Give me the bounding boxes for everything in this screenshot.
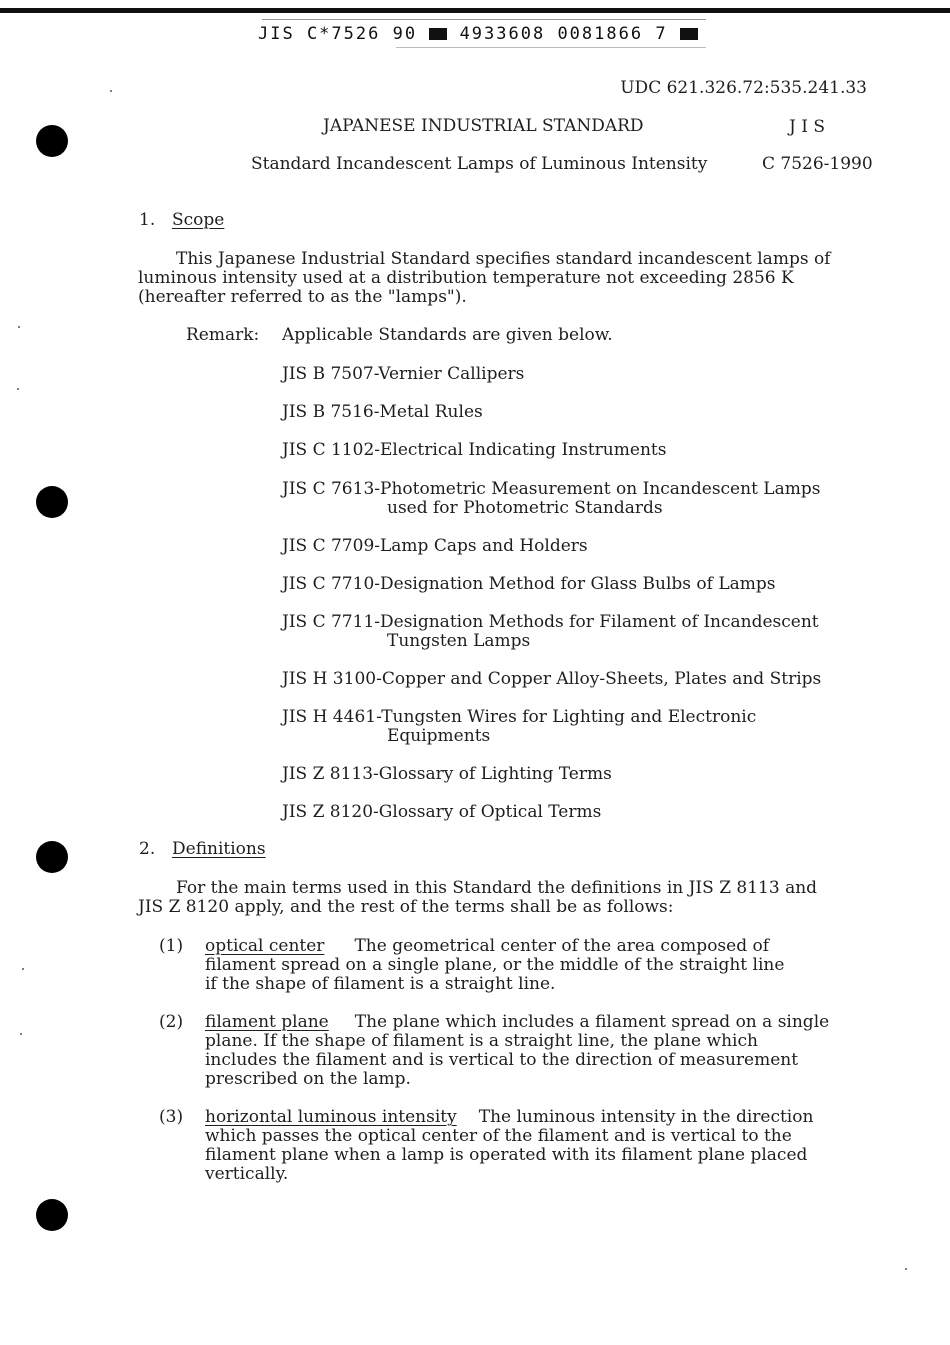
standard-item: JIS Z 8120-Glossary of Optical Terms [282, 802, 602, 822]
scan-header-code [258, 24, 698, 44]
definition-line: which passes the optical center of the filament and is vertical to the [205, 1126, 792, 1146]
definition-number: (2) [159, 1012, 184, 1032]
remark-text: Applicable Standards are given below. [282, 325, 613, 345]
scan-top-bar [0, 8, 950, 13]
standard-item: JIS H 4461-Tungsten Wires for Lighting and Electronic [282, 707, 757, 727]
definition-term: filament plane [205, 1012, 329, 1032]
standard-item: JIS Z 8113-Glossary of Lighting Terms [282, 764, 612, 784]
standard-item: JIS B 7516-Metal Rules [282, 402, 483, 422]
jis-mark: J I S [789, 117, 825, 137]
scope-para-line: This Japanese Industrial Standard specifies standard incandescent lamps of [176, 249, 831, 269]
section-heading-scope: Scope [172, 210, 225, 230]
section-number: 1. [139, 210, 156, 230]
black-block [429, 28, 447, 40]
punch-hole [36, 841, 68, 873]
scan-speck [17, 388, 19, 390]
standard-item-cont: Equipments [387, 726, 491, 746]
remark-label: Remark: [186, 325, 260, 345]
standard-item: JIS C 7613-Photometric Measurement on Incandescent Lamps [282, 479, 821, 499]
standard-item: JIS C 7709-Lamp Caps and Holders [282, 536, 588, 556]
definition-line: filament spread on a single plane, or the middle of the straight line [205, 955, 785, 975]
scan-speck [905, 1268, 907, 1270]
definition-line: plane. If the shape of filament is a straight line, the plane which [205, 1031, 758, 1051]
standard-item: JIS C 1102-Electrical Indicating Instruments [282, 440, 667, 460]
definitions-intro-line: JIS Z 8120 apply, and the rest of the terms shall be as follows: [138, 897, 674, 917]
black-block [680, 28, 698, 40]
header-code-part1: JIS C*7526 90 [258, 24, 418, 44]
definition-first-line [205, 1108, 813, 1127]
standard-item-cont: Tungsten Lamps [387, 631, 531, 651]
definition-first-line [205, 937, 769, 956]
section-number: 2. [139, 839, 156, 859]
definition-text: The plane which includes a filament spread on a single [354, 1012, 830, 1032]
definition-line: filament plane when a lamp is operated with its filament plane placed [205, 1145, 808, 1165]
scan-speck [22, 968, 24, 970]
standard-item: JIS C 7710-Designation Method for Glass Bulbs of Lamps [282, 574, 776, 594]
udc-code: UDC 621.326.72:535.241.33 [620, 78, 867, 98]
definition-text: The geometrical center of the area composed of [354, 936, 770, 956]
doc-number: C 7526-1990 [762, 154, 873, 174]
definition-term: horizontal luminous intensity [205, 1107, 457, 1127]
scan-speck [18, 326, 20, 328]
standard-item: JIS B 7507-Vernier Callipers [282, 364, 525, 384]
standard-item-cont: used for Photometric Standards [387, 498, 663, 518]
scan-line [262, 19, 706, 20]
definitions-intro-line: For the main terms used in this Standard the definitions in JIS Z 8113 and [176, 878, 818, 898]
definition-line: prescribed on the lamp. [205, 1069, 411, 1089]
org-name: JAPANESE INDUSTRIAL STANDARD [323, 116, 644, 136]
standard-item: JIS H 3100-Copper and Copper Alloy-Sheets, Plates and Strips [282, 669, 822, 689]
standard-item: JIS C 7711-Designation Methods for Filament of Incandescent [282, 612, 819, 632]
doc-title: Standard Incandescent Lamps of Luminous Intensity [251, 154, 708, 174]
definition-line: if the shape of filament is a straight line. [205, 974, 556, 994]
definition-line: includes the filament and is vertical to the direction of measurement [205, 1050, 799, 1070]
scan-line [396, 47, 706, 48]
section-heading-definitions: Definitions [172, 839, 266, 859]
scan-speck [20, 1033, 22, 1035]
definition-text: The luminous intensity in the direction [478, 1107, 814, 1127]
definition-number: (3) [159, 1107, 184, 1127]
scope-para-line: luminous intensity used at a distribution temperature not exceeding 2856 K [138, 268, 794, 288]
definition-term: optical center [205, 936, 325, 956]
punch-hole [36, 1199, 68, 1231]
definition-number: (1) [159, 936, 184, 956]
header-code-part2: 4933608 0081866 7 [459, 24, 668, 44]
punch-hole [36, 486, 68, 518]
scope-para-line: (hereafter referred to as the "lamps"). [138, 287, 467, 307]
definition-line: vertically. [205, 1164, 289, 1184]
scan-speck [110, 90, 112, 92]
definition-first-line [205, 1013, 829, 1032]
punch-hole [36, 125, 68, 157]
